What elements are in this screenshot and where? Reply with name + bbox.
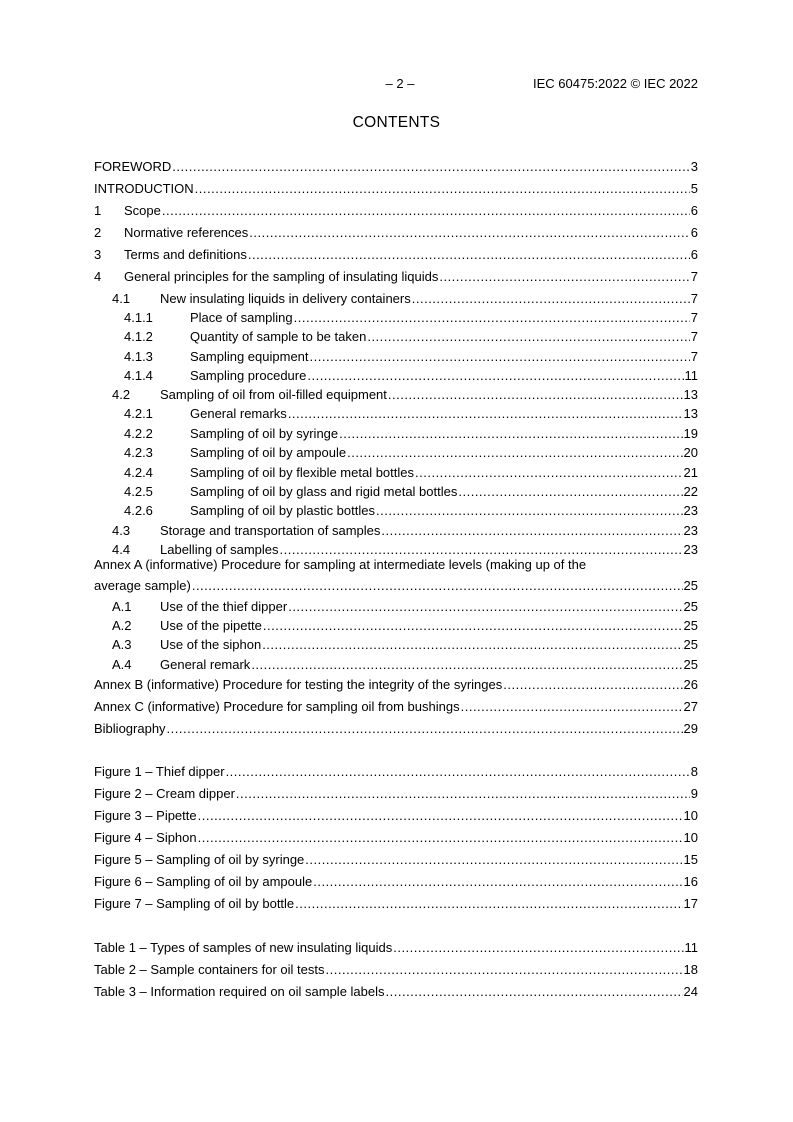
dot-leader	[305, 852, 682, 867]
toc-entry[interactable]	[112, 655, 698, 672]
toc-entry-number: 4.1	[112, 291, 131, 306]
toc-entry-page: 7	[690, 310, 698, 325]
table-entry[interactable]	[94, 982, 698, 999]
figure-entry[interactable]	[94, 850, 698, 867]
toc-entry-page: 17	[683, 896, 698, 911]
toc-entry[interactable]	[94, 267, 698, 284]
toc-entry-title: Figure 1 – Thief dipper	[94, 764, 225, 779]
toc-entry-number: 4.2.6	[124, 503, 153, 518]
toc-entry-page: 25	[683, 637, 698, 652]
toc-entry[interactable]	[94, 697, 698, 714]
toc-entry-number: 4.2.3	[124, 445, 153, 460]
toc-entry-page: 6	[690, 203, 698, 218]
toc-entry-page: 9	[690, 786, 698, 801]
toc-entry-title: General principles for the sampling of insulating liquids	[124, 269, 439, 284]
figure-entry[interactable]	[94, 894, 698, 911]
toc-entry-title: Sampling of oil by glass and rigid metal bottles	[190, 484, 458, 499]
toc-entry-title: Figure 4 – Siphon	[94, 830, 197, 845]
dot-leader	[192, 578, 683, 593]
dot-leader	[339, 426, 682, 441]
toc-entry-page: 19	[683, 426, 698, 441]
toc-entry-page: 18	[683, 962, 698, 977]
toc-entry[interactable]	[124, 424, 698, 441]
toc-entry[interactable]	[124, 366, 698, 383]
dot-leader	[249, 225, 689, 240]
dot-leader	[461, 699, 683, 714]
dot-leader	[295, 896, 682, 911]
toc-entry-number: A.3	[112, 637, 132, 652]
toc-entry[interactable]	[124, 327, 698, 344]
toc-entry-page: 26	[683, 677, 698, 692]
dot-leader	[415, 465, 683, 480]
dot-leader	[313, 874, 682, 889]
toc-entry-title: Sampling of oil by ampoule	[190, 445, 347, 460]
toc-entry-number: 4.1.4	[124, 368, 153, 383]
toc-entry-number: 4.2.2	[124, 426, 153, 441]
toc-entry-title: Figure 6 – Sampling of oil by ampoule	[94, 874, 313, 889]
dot-leader	[294, 310, 690, 325]
toc-entry[interactable]	[94, 576, 698, 593]
toc-entry-page: 25	[683, 618, 698, 633]
toc-entry-number: 4.2.1	[124, 406, 153, 421]
toc-entry-page: 10	[683, 830, 698, 845]
toc-entry-title: Quantity of sample to be taken	[190, 329, 367, 344]
dot-leader	[288, 406, 683, 421]
dot-leader	[195, 181, 690, 196]
toc-entry-page: 3	[690, 159, 698, 174]
toc-entry-page: 20	[683, 445, 698, 460]
toc-entry-title: Sampling equipment	[190, 349, 309, 364]
toc-entry-page: 6	[690, 225, 698, 240]
figure-entry[interactable]	[94, 784, 698, 801]
toc-entry-title: Use of the thief dipper	[160, 599, 288, 614]
toc-entry-page: 29	[683, 721, 698, 736]
toc-entry[interactable]	[94, 157, 698, 174]
dot-leader	[347, 445, 682, 460]
toc-entry-page: 11	[684, 368, 698, 383]
toc-entry-page: 15	[683, 852, 698, 867]
toc-entry-title: New insulating liquids in delivery containers	[160, 291, 411, 306]
table-entry[interactable]	[94, 960, 698, 977]
dot-leader	[307, 368, 683, 383]
toc-entry-title: General remarks	[190, 406, 287, 421]
toc-entry[interactable]	[112, 616, 698, 633]
figure-entry[interactable]	[94, 806, 698, 823]
dot-leader	[263, 618, 683, 633]
dot-leader	[310, 349, 690, 364]
toc-entry-title: Use of the siphon	[160, 637, 262, 652]
dot-leader	[439, 269, 689, 284]
toc-entry-title: Table 3 – Information required on oil sample labels	[94, 984, 385, 999]
dot-leader	[226, 764, 690, 779]
toc-entry-number: 4.1.1	[124, 310, 153, 325]
dot-leader	[262, 637, 682, 652]
dot-leader	[326, 962, 683, 977]
toc-entry-title: Labelling of samples	[160, 542, 279, 557]
toc-entry-number: 4.2.5	[124, 484, 153, 499]
toc-entry-page: 5	[690, 181, 698, 196]
toc-entry-page: 23	[683, 503, 698, 518]
dot-leader	[288, 599, 682, 614]
toc-entry-page: 13	[683, 406, 698, 421]
toc-entry-title: Sampling of oil by syringe	[190, 426, 339, 441]
toc-entry-page: 23	[683, 523, 698, 538]
toc-entry-title: Table 2 – Sample containers for oil tests	[94, 962, 325, 977]
dot-leader	[280, 542, 683, 557]
dot-leader	[412, 291, 690, 306]
toc-entry-title: Sampling procedure	[190, 368, 307, 383]
toc-entry-title: Annex B (informative) Procedure for testing the integrity of the syringes	[94, 677, 503, 692]
toc-entry[interactable]	[94, 719, 698, 736]
toc-entry-title: Normative references	[124, 225, 249, 240]
dot-leader	[248, 247, 690, 262]
toc-entry-title: Figure 3 – Pipette	[94, 808, 197, 823]
toc-entry-title: Place of sampling	[190, 310, 293, 325]
dot-leader	[172, 159, 689, 174]
toc-entry-title: Terms and definitions	[124, 247, 247, 262]
toc-entry[interactable]	[94, 675, 698, 692]
dot-leader	[458, 484, 682, 499]
toc-entry[interactable]	[124, 443, 698, 460]
toc-entry-title: Storage and transportation of samples	[160, 523, 381, 538]
toc-entry-number: A.4	[112, 657, 132, 672]
toc-entry-title: Sampling of oil by flexible metal bottles	[190, 465, 415, 480]
toc-entry-page: 24	[683, 984, 698, 999]
dot-leader	[388, 387, 683, 402]
figure-entry[interactable]	[94, 872, 698, 889]
toc-entry-page: 7	[690, 269, 698, 284]
toc-entry-page: 23	[683, 542, 698, 557]
toc-entry-title: average sample)	[94, 578, 191, 593]
toc-entry-number: 4.4	[112, 542, 131, 557]
toc-entry[interactable]	[94, 201, 698, 218]
toc-entry[interactable]	[94, 179, 698, 196]
toc-entry-number: 4	[94, 269, 102, 284]
toc-entry-title: Figure 2 – Cream dipper	[94, 786, 235, 801]
toc-entry-title: FOREWORD	[94, 159, 172, 174]
toc-entry[interactable]	[112, 289, 698, 306]
toc-entry-title: Annex C (informative) Procedure for sampling oil from bushings	[94, 699, 460, 714]
page-number: – 2 –	[385, 76, 415, 91]
toc-entry[interactable]	[94, 223, 698, 240]
dot-leader	[393, 940, 683, 955]
dot-leader	[198, 830, 683, 845]
toc-entry-page: 11	[684, 940, 698, 955]
dot-leader	[162, 203, 690, 218]
toc-entry[interactable]	[124, 463, 698, 480]
dot-leader	[251, 657, 682, 672]
toc-entry-title: Bibliography	[94, 721, 166, 736]
toc-entry[interactable]	[124, 501, 698, 518]
toc-entry-number: 4.1.3	[124, 349, 153, 364]
toc-entry-page: 21	[683, 465, 698, 480]
toc-entry-title: Sampling of oil from oil-filled equipment	[160, 387, 387, 402]
standard-header: IEC 60475:2022 © IEC 2022	[533, 76, 698, 91]
toc-entry-number: 4.3	[112, 523, 131, 538]
figure-entry[interactable]	[94, 828, 698, 845]
toc-entry-page: 8	[690, 764, 698, 779]
toc-entry-number: 2	[94, 225, 102, 240]
toc-entry-title: Figure 5 – Sampling of oil by syringe	[94, 852, 305, 867]
dot-leader	[376, 503, 683, 518]
toc-entry-title: INTRODUCTION	[94, 181, 194, 196]
toc-entry[interactable]	[124, 308, 698, 325]
toc-entry-number: 4.2.4	[124, 465, 153, 480]
dot-leader	[236, 786, 690, 801]
dot-leader	[381, 523, 682, 538]
table-entry[interactable]	[94, 938, 698, 955]
toc-entry[interactable]	[94, 245, 698, 262]
toc-entry-page: 7	[690, 329, 698, 344]
toc-entry[interactable]	[112, 540, 698, 557]
toc-entry-number: A.1	[112, 599, 132, 614]
toc-entry-page: 22	[683, 484, 698, 499]
dot-leader	[167, 721, 683, 736]
figure-entry[interactable]	[94, 762, 698, 779]
toc-entry-page: 25	[683, 578, 698, 593]
page-title: CONTENTS	[352, 114, 441, 131]
toc-entry-page: 6	[690, 247, 698, 262]
toc-entry-title: Figure 7 – Sampling of oil by bottle	[94, 896, 295, 911]
toc-entry-number: 3	[94, 247, 102, 262]
toc-entry-number: 1	[94, 203, 102, 218]
toc-entry-page: 7	[690, 349, 698, 364]
toc-entry-title-line1: Annex A (informative) Procedure for sampling at intermediate levels (making up of the	[94, 557, 587, 572]
toc-entry-page: 25	[683, 599, 698, 614]
toc-entry[interactable]	[112, 597, 698, 614]
dot-leader	[503, 677, 682, 692]
toc-entry-page: 25	[683, 657, 698, 672]
toc-entry-number: 4.1.2	[124, 329, 153, 344]
toc-entry-page: 7	[690, 291, 698, 306]
toc-entry-title: Scope	[124, 203, 161, 218]
toc-entry-title: Use of the pipette	[160, 618, 262, 633]
toc-entry[interactable]	[124, 347, 698, 364]
toc-entry-title: General remark	[160, 657, 251, 672]
dot-leader	[367, 329, 689, 344]
toc-entry[interactable]	[124, 482, 698, 499]
toc-entry-number: A.2	[112, 618, 132, 633]
toc-entry[interactable]	[112, 385, 698, 402]
toc-entry[interactable]	[112, 635, 698, 652]
toc-entry-title: Sampling of oil by plastic bottles	[190, 503, 375, 518]
toc-entry-number: 4.2	[112, 387, 131, 402]
toc-entry-title: Table 1 – Types of samples of new insulating liquids	[94, 940, 393, 955]
dot-leader	[198, 808, 683, 823]
toc-entry[interactable]	[112, 521, 698, 538]
toc-entry[interactable]	[124, 404, 698, 421]
toc-entry-page: 27	[683, 699, 698, 714]
toc-entry-page: 10	[683, 808, 698, 823]
toc-entry-page: 16	[683, 874, 698, 889]
toc-entry-page: 13	[683, 387, 698, 402]
dot-leader	[386, 984, 683, 999]
